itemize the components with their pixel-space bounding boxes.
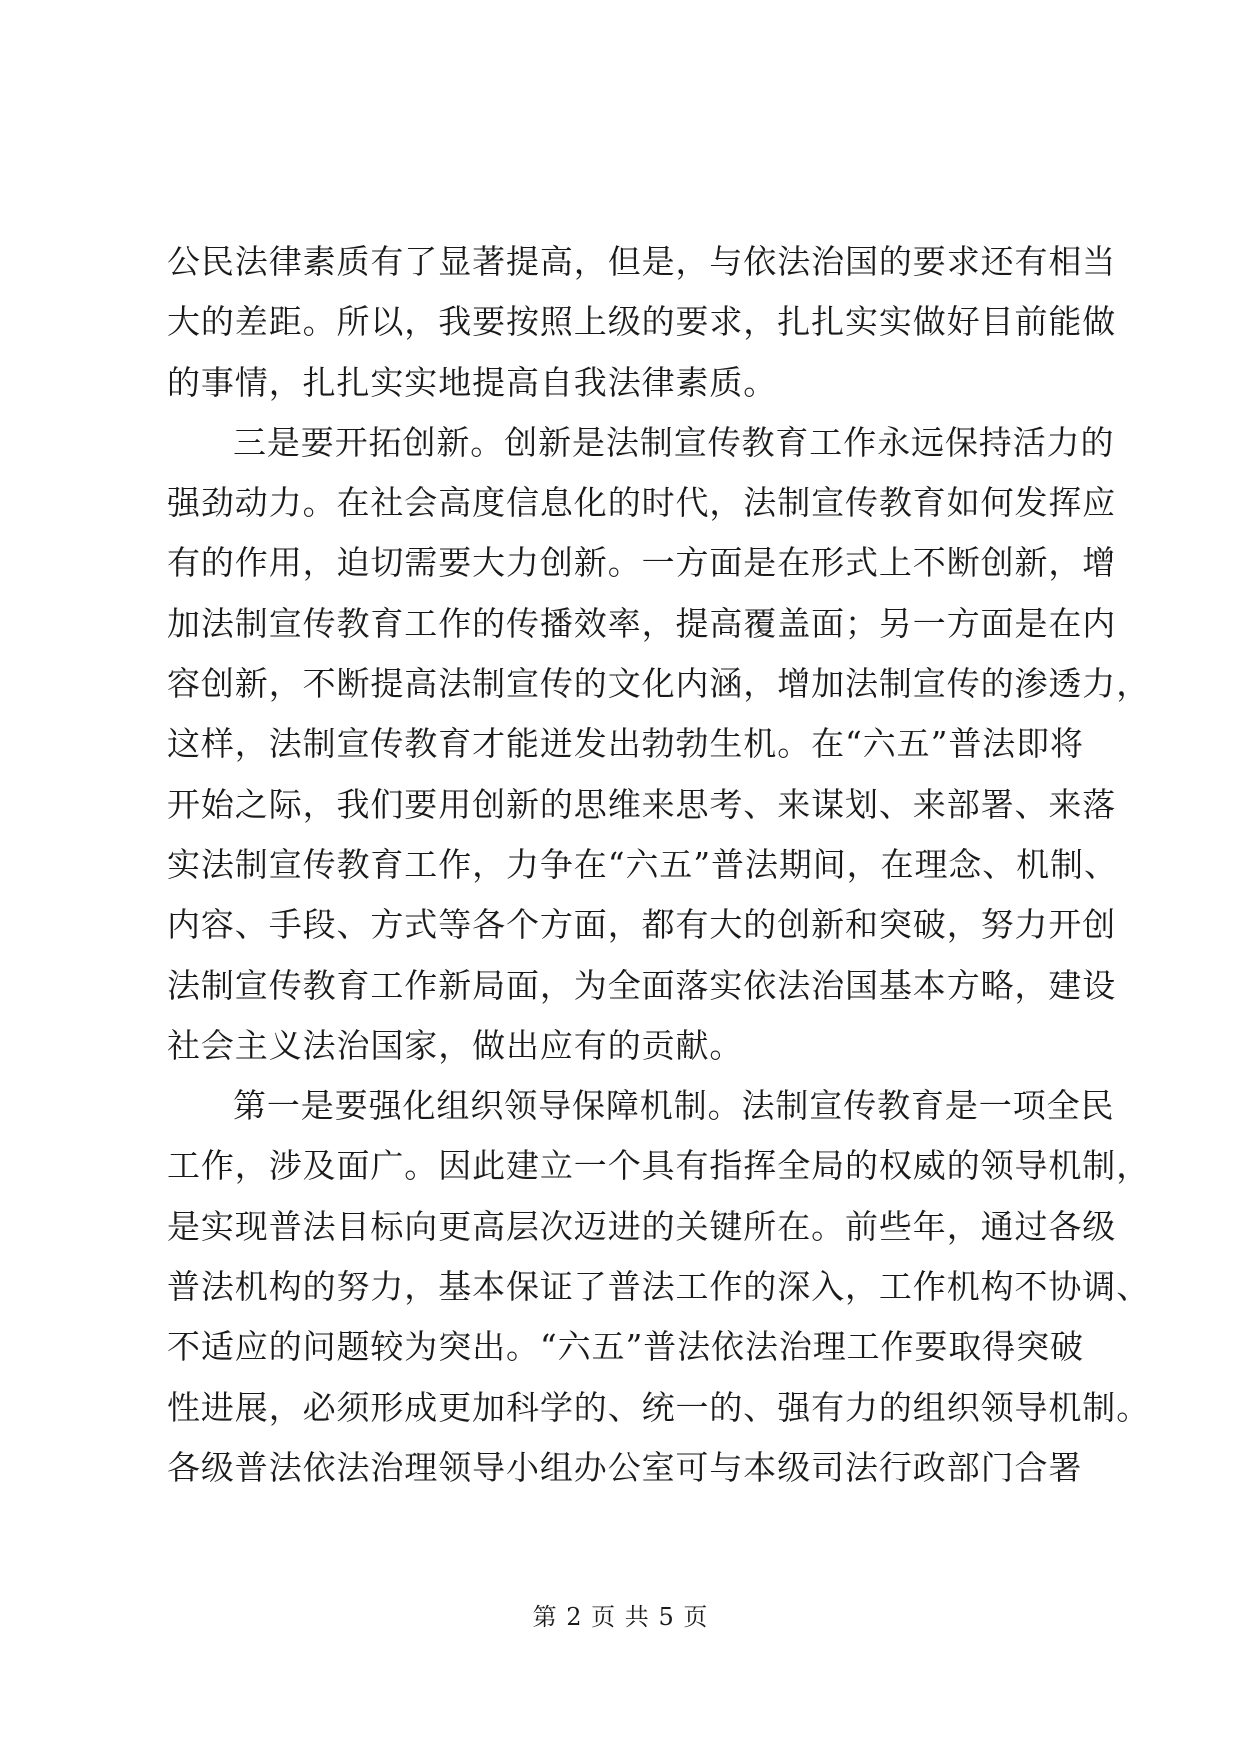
text-line: 加法制宣传教育工作的传播效率，提高覆盖面；另一方面是在内 <box>167 603 1117 643</box>
text-line: 大的差距。所以，我要按照上级的要求，扎扎实实做好目前能做 <box>167 302 1117 342</box>
text-line: 容创新，不断提高法制宣传的文化内涵，增加法制宣传的渗透力， <box>167 664 1151 704</box>
text-line: 工作，涉及面广。因此建立一个具有指挥全局的权威的领导机制， <box>167 1146 1151 1186</box>
text-line: 这样，法制宣传教育才能迸发出勃勃生机。在“六五”普法即将 <box>167 724 1084 764</box>
text-line: 的事情，扎扎实实地提高自我法律素质。 <box>167 362 778 402</box>
text-line: 实法制宣传教育工作，力争在“六五”普法期间，在理念、机制、 <box>167 844 1118 884</box>
text-line: 内容、手段、方式等各个方面，都有大的创新和突破，努力开创 <box>167 905 1117 945</box>
paragraph-start-line: 第一是要强化组织领导保障机制。法制宣传教育是一项全民 <box>233 1086 1115 1126</box>
page-number-footer: 第 2 页 共 5 页 <box>532 1603 709 1631</box>
text-line: 是实现普法目标向更高层次迈进的关键所在。前些年，通过各级 <box>167 1206 1117 1246</box>
text-line: 普法机构的努力，基本保证了普法工作的深入，工作机构不协调、 <box>167 1267 1151 1307</box>
text-line: 公民法律素质有了显著提高，但是，与依法治国的要求还有相当 <box>167 242 1117 281</box>
text-line: 性进展，必须形成更加科学的、统一的、强有力的组织领导机制。 <box>167 1387 1151 1427</box>
text-line: 法制宣传教育工作新局面，为全面落实依法治国基本方略，建设 <box>167 965 1117 1005</box>
text-line: 有的作用，迫切需要大力创新。一方面是在形式上不断创新，增 <box>167 543 1117 583</box>
body-text <box>167 232 1151 1498</box>
text-line: 不适应的问题较为突出。“六五”普法依法治理工作要取得突破 <box>167 1327 1084 1367</box>
text-line: 开始之际，我们要用创新的思维来思考、来谋划、来部署、来落 <box>167 784 1117 824</box>
text-line: 强劲动力。在社会高度信息化的时代，法制宣传教育如何发挥应 <box>167 483 1117 523</box>
text-line: 社会主义法治国家，做出应有的贡献。 <box>167 1025 744 1065</box>
paragraph-start-line: 三是要开拓创新。创新是法制宣传教育工作永远保持活力的 <box>233 422 1115 462</box>
text-line: 各级普法依法治理领导小组办公室可与本级司法行政部门合署 <box>167 1447 1083 1487</box>
